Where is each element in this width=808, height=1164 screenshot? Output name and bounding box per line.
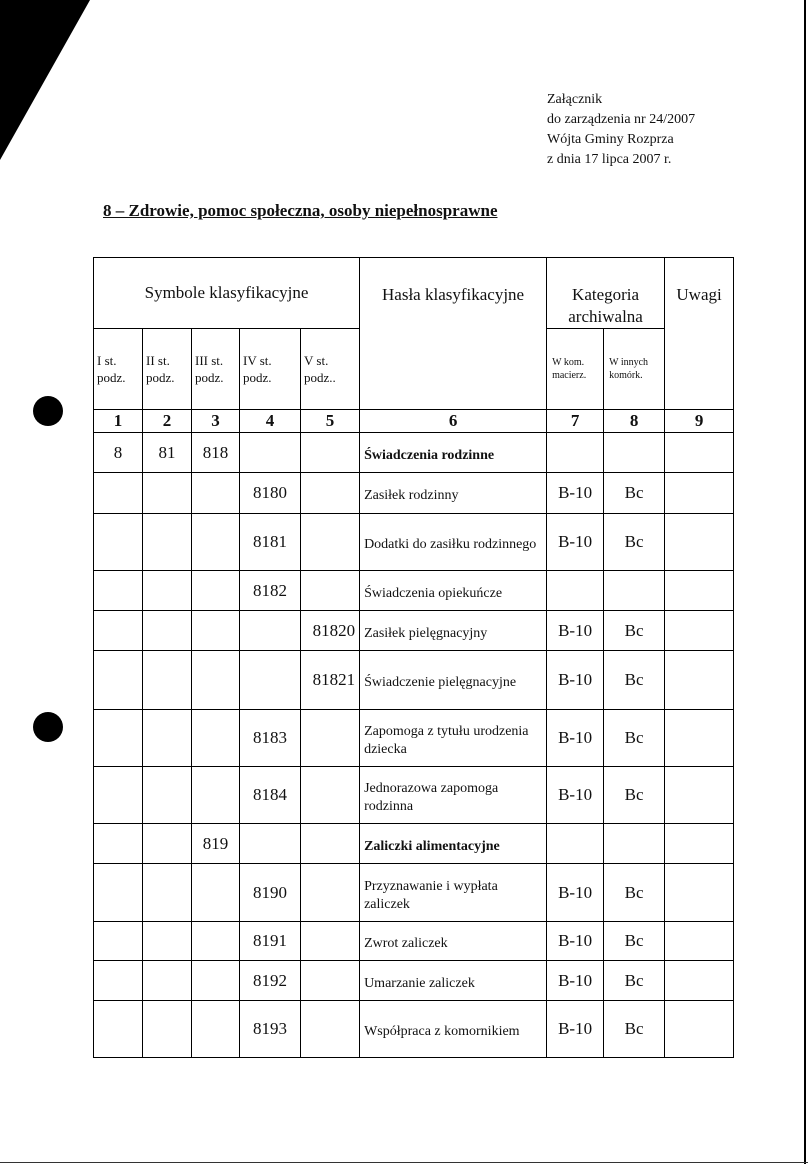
header-category-other: W innych komórk. [604, 329, 665, 410]
level1-code [94, 514, 143, 571]
category-own: B-10 [547, 961, 604, 1001]
level5-code [301, 922, 360, 961]
level3-code [192, 864, 240, 922]
column-number: 3 [192, 410, 240, 433]
section-title: 8 – Zdrowie, pomoc społeczna, osoby niepełnosprawne [103, 201, 498, 220]
level3-code: 818 [192, 433, 240, 473]
table-row [94, 922, 734, 961]
category-other: Bc [604, 767, 665, 824]
category-own: B-10 [547, 767, 604, 824]
keyword: Jednorazowa zapomoga rodzinna [360, 767, 547, 824]
level5-code [301, 767, 360, 824]
level3-code: 819 [192, 824, 240, 864]
level2-code [143, 767, 192, 824]
remarks [665, 514, 734, 571]
level1-code [94, 1001, 143, 1058]
keyword: Świadczenie pielęgnacyjne [360, 651, 547, 710]
column-number: 4 [240, 410, 301, 433]
header-level5: V st. podz.. [301, 329, 360, 410]
column-number: 6 [360, 410, 547, 433]
level5-code [301, 571, 360, 611]
table-row [94, 824, 734, 864]
level1-code: 8 [94, 433, 143, 473]
level4-code [240, 824, 301, 864]
category-other [604, 824, 665, 864]
keyword: Umarzanie zaliczek [360, 961, 547, 1001]
level1-code [94, 611, 143, 651]
level5-code [301, 473, 360, 514]
level2-code [143, 824, 192, 864]
category-own: B-10 [547, 473, 604, 514]
category-own: B-10 [547, 651, 604, 710]
header-level4: IV st. podz. [240, 329, 301, 410]
level4-code: 8184 [240, 767, 301, 824]
level3-code [192, 571, 240, 611]
table-row [94, 571, 734, 611]
punch-hole [33, 712, 63, 742]
table-row [94, 514, 734, 571]
level3-code [192, 1001, 240, 1058]
level4-code [240, 651, 301, 710]
table-row [94, 864, 734, 922]
annex-line: do zarządzenia nr 24/2007 [547, 112, 696, 127]
level1-code [94, 710, 143, 767]
level4-code: 8190 [240, 864, 301, 922]
level2-code [143, 571, 192, 611]
annex-note [547, 90, 695, 170]
category-own [547, 571, 604, 611]
column-number: 8 [604, 410, 665, 433]
category-other [604, 571, 665, 611]
category-other: Bc [604, 514, 665, 571]
table-row [94, 710, 734, 767]
column-number: 9 [665, 410, 734, 433]
level3-code [192, 611, 240, 651]
remarks [665, 710, 734, 767]
annex-line: z dnia 17 lipca 2007 r. [547, 152, 672, 167]
keyword: Zasiłek pielęgnacyjny [360, 611, 547, 651]
table-row [94, 433, 734, 473]
header-level2: II st. podz. [143, 329, 192, 410]
column-number: 1 [94, 410, 143, 433]
level5-code: 81820 [301, 611, 360, 651]
keyword: Świadczenia opiekuńcze [360, 571, 547, 611]
annex-line: Załącznik [547, 92, 603, 107]
keyword: Przyznawanie i wypłata zaliczek [360, 864, 547, 922]
level4-code [240, 433, 301, 473]
level3-code [192, 651, 240, 710]
punch-hole [33, 396, 63, 426]
column-number: 7 [547, 410, 604, 433]
remarks [665, 473, 734, 514]
level2-code [143, 1001, 192, 1058]
category-other [604, 433, 665, 473]
level5-code [301, 864, 360, 922]
category-other: Bc [604, 710, 665, 767]
column-number-row [94, 410, 734, 433]
column-number: 5 [301, 410, 360, 433]
level4-code: 8183 [240, 710, 301, 767]
level5-code: 81821 [301, 651, 360, 710]
table-row [94, 767, 734, 824]
level1-code [94, 571, 143, 611]
level5-code [301, 961, 360, 1001]
level2-code [143, 864, 192, 922]
level1-code [94, 824, 143, 864]
table-row [94, 651, 734, 710]
level2-code [143, 651, 192, 710]
level3-code [192, 922, 240, 961]
keyword: Zapomoga z tytułu urodzenia dziecka [360, 710, 547, 767]
table-row [94, 961, 734, 1001]
keyword: Zwrot zaliczek [360, 922, 547, 961]
remarks [665, 864, 734, 922]
keyword: Zasiłek rodzinny [360, 473, 547, 514]
level1-code [94, 864, 143, 922]
level2-code [143, 514, 192, 571]
category-other: Bc [604, 961, 665, 1001]
header-symbols: Symbole klasyfikacyjne [94, 258, 360, 329]
level3-code [192, 710, 240, 767]
level1-code [94, 473, 143, 514]
level5-code [301, 824, 360, 864]
level1-code [94, 961, 143, 1001]
level4-code: 8181 [240, 514, 301, 571]
level2-code [143, 611, 192, 651]
level3-code [192, 473, 240, 514]
level2-code [143, 922, 192, 961]
level3-code [192, 961, 240, 1001]
level2-code [143, 961, 192, 1001]
column-number: 2 [143, 410, 192, 433]
level4-code: 8180 [240, 473, 301, 514]
level1-code [94, 767, 143, 824]
remarks [665, 824, 734, 864]
level4-code: 8191 [240, 922, 301, 961]
keyword: Współpraca z komornikiem [360, 1001, 547, 1058]
level2-code [143, 710, 192, 767]
level4-code: 8182 [240, 571, 301, 611]
level2-code [143, 473, 192, 514]
remarks [665, 1001, 734, 1058]
remarks [665, 433, 734, 473]
scan-edge [804, 0, 806, 1164]
level5-code [301, 1001, 360, 1058]
remarks [665, 922, 734, 961]
category-other: Bc [604, 473, 665, 514]
remarks [665, 611, 734, 651]
scan-corner-fold [0, 0, 90, 160]
category-other: Bc [604, 864, 665, 922]
header-remarks: Uwagi [665, 258, 734, 410]
keyword: Zaliczki alimentacyjne [360, 824, 547, 864]
level5-code [301, 433, 360, 473]
category-own: B-10 [547, 922, 604, 961]
table-row [94, 473, 734, 514]
level4-code: 8192 [240, 961, 301, 1001]
category-own: B-10 [547, 710, 604, 767]
level2-code: 81 [143, 433, 192, 473]
level4-code: 8193 [240, 1001, 301, 1058]
header-keywords: Hasła klasyfikacyjne [360, 258, 547, 410]
category-other: Bc [604, 651, 665, 710]
table-row [94, 611, 734, 651]
category-own [547, 433, 604, 473]
category-own: B-10 [547, 864, 604, 922]
remarks [665, 767, 734, 824]
header-level1: I st. podz. [94, 329, 143, 410]
category-own: B-10 [547, 1001, 604, 1058]
category-own: B-10 [547, 611, 604, 651]
category-other: Bc [604, 922, 665, 961]
category-other: Bc [604, 611, 665, 651]
remarks [665, 651, 734, 710]
annex-line: Wójta Gminy Rozprza [547, 132, 674, 147]
level5-code [301, 514, 360, 571]
keyword: Dodatki do zasiłku rodzinnego [360, 514, 547, 571]
keyword: Świadczenia rodzinne [360, 433, 547, 473]
header-category: Kategoria archiwalna [547, 258, 665, 329]
level5-code [301, 710, 360, 767]
level3-code [192, 767, 240, 824]
table-row [94, 1001, 734, 1058]
level4-code [240, 611, 301, 651]
category-own: B-10 [547, 514, 604, 571]
level3-code [192, 514, 240, 571]
remarks [665, 961, 734, 1001]
category-own [547, 824, 604, 864]
remarks [665, 571, 734, 611]
level1-code [94, 651, 143, 710]
header-category-own: W kom. macierz. [547, 329, 604, 410]
header-level3: III st. podz. [192, 329, 240, 410]
level1-code [94, 922, 143, 961]
classification-table [93, 257, 734, 1058]
category-other: Bc [604, 1001, 665, 1058]
scan-edge-bottom [0, 1162, 808, 1163]
